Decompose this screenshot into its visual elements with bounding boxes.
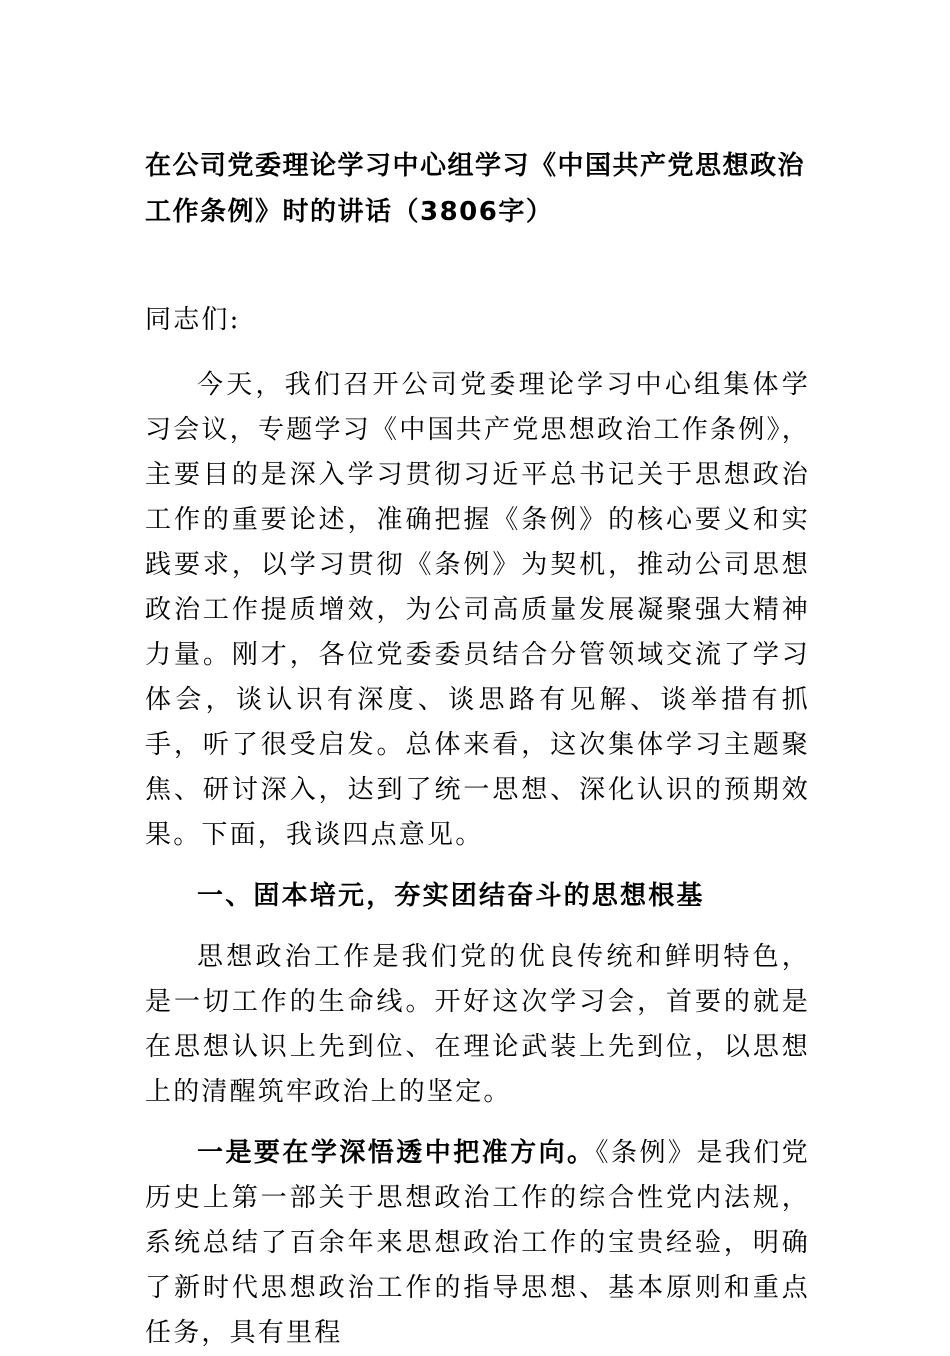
point-lead: 一是要在学深悟透中把准方向。	[197, 1138, 596, 1168]
point-body: 《条例》是我们党历史上第一部关于思想政治工作的综合性党内法规，系统总结了百余年来思想政治工作的宝贵经验，明确了新时代思想政治工作的指导思想、基本原则和重点任务，具有里程	[145, 1138, 810, 1348]
intro-paragraph: 今天，我们召开公司党委理论学习中心组集体学习会议，专题学习《中国共产党思想政治工作条例》，主要目的是深入学习贯彻习近平总书记关于思想政治工作的重要论述，准确把握《条例》的核心要义和实践要求，以学习贯彻《条例》为契机，推动公司思想政治工作提质增效，为公司高质量发展凝聚强大精神力量。刚才，各位党委委员结合分管领域交流了学习体会，谈认识有深度、谈思路有见解、谈举措有抓手，听了很受启发。总体来看，这次集体学习主题聚焦、研讨深入，达到了统一思想、深化认识的预期效果。下面，我谈四点意见。	[145, 370, 810, 850]
document-body	[145, 298, 810, 1356]
section-heading: 一、固本培元，夯实团结奋斗的思想根基	[197, 881, 705, 911]
point-paragraph	[145, 1131, 810, 1356]
section-paragraph: 思想政治工作是我们党的优良传统和鲜明特色，是一切工作的生命线。开好这次学习会，首要的就是在思想认识上先到位、在理论武装上先到位，以思想上的清醒筑牢政治上的坚定。	[145, 942, 810, 1107]
document-title: 在公司党委理论学习中心组学习《中国共产党思想政治工作条例》时的讲话（3806字）	[145, 151, 806, 227]
salutation: 同志们:	[145, 305, 241, 335]
